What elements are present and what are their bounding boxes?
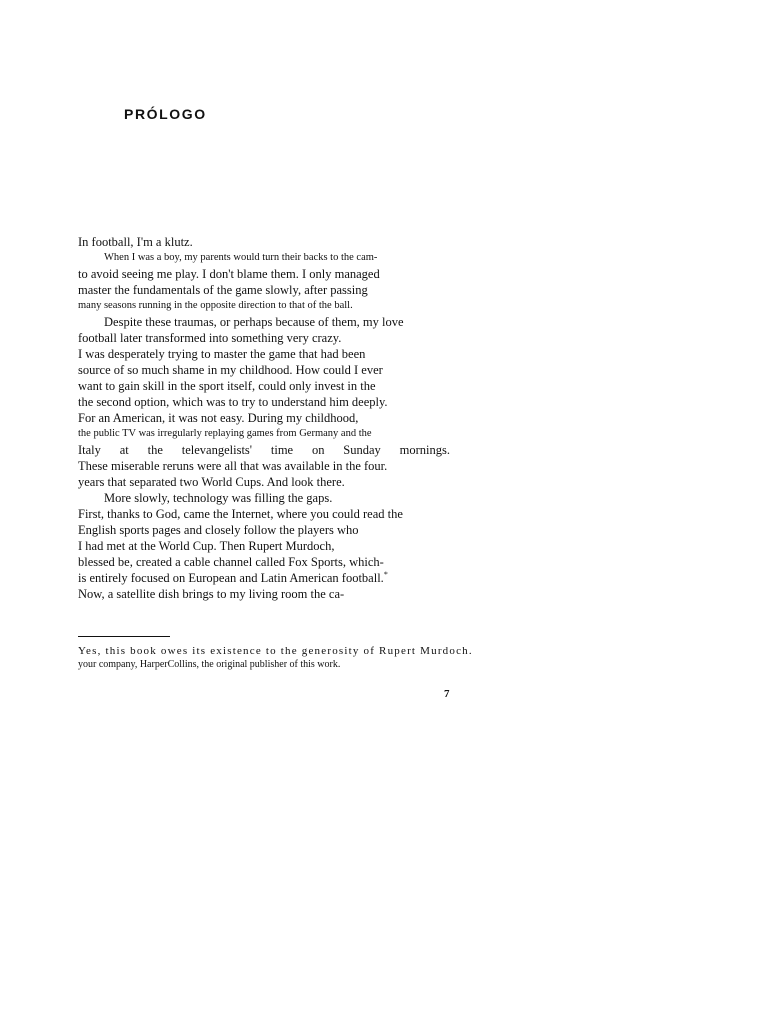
body-line: For an American, it was not easy. During my childhood, [78, 411, 359, 425]
body-line: want to gain skill in the sport itself, could only invest in the [78, 379, 376, 393]
body-line: When I was a boy, my parents would turn their backs to the cam- [104, 252, 378, 263]
body-line: many seasons running in the opposite direction to that of the ball. [78, 300, 353, 311]
body-line: More slowly, technology was filling the gaps. [104, 491, 333, 505]
body-line: years that separated two World Cups. And look there. [78, 475, 345, 489]
body-line: These miserable reruns were all that was available in the four. [78, 459, 388, 473]
body-line [78, 570, 450, 586]
body-line: Now, a satellite dish brings to my living room the ca- [78, 587, 345, 601]
body-line: source of so much shame in my childhood. How could I ever [78, 363, 383, 377]
body-line: the public TV was irregularly replaying games from Germany and the [78, 428, 372, 439]
body-line: In football, I'm a klutz. [78, 235, 193, 249]
body-line: I was desperately trying to master the game that had been [78, 347, 366, 361]
footnote-line: your company, HarperCollins, the original publisher of this work. [78, 659, 341, 670]
body-line: to avoid seeing me play. I don't blame them. I only managed [78, 267, 380, 281]
body-text [78, 234, 450, 602]
body-line: I had met at the World Cup. Then Rupert Murdoch, [78, 539, 335, 553]
body-line: Italy at the televangelists' time on Sunday mornings. [78, 443, 450, 457]
body-line-text: is entirely focused on European and Latin American football. [78, 571, 384, 585]
body-line: First, thanks to God, came the Internet, where you could read the [78, 507, 403, 521]
footnote-divider [78, 636, 170, 637]
footnote-marker: * [383, 569, 388, 579]
chapter-title: PRÓLOGO [124, 106, 207, 122]
page-number: 7 [444, 688, 450, 700]
body-line: master the fundamentals of the game slowly, after passing [78, 283, 368, 297]
body-line: English sports pages and closely follow the players who [78, 523, 359, 537]
footnotes [78, 644, 498, 672]
body-line: the second option, which was to try to understand him deeply. [78, 395, 388, 409]
body-line: football later transformed into something very crazy. [78, 331, 342, 345]
body-line: Despite these traumas, or perhaps because of them, my love [104, 315, 404, 329]
body-line: blessed be, created a cable channel called Fox Sports, which- [78, 555, 384, 569]
footnote-line: Yes, this book owes its existence to the generosity of Rupert Murdoch. [78, 645, 473, 657]
